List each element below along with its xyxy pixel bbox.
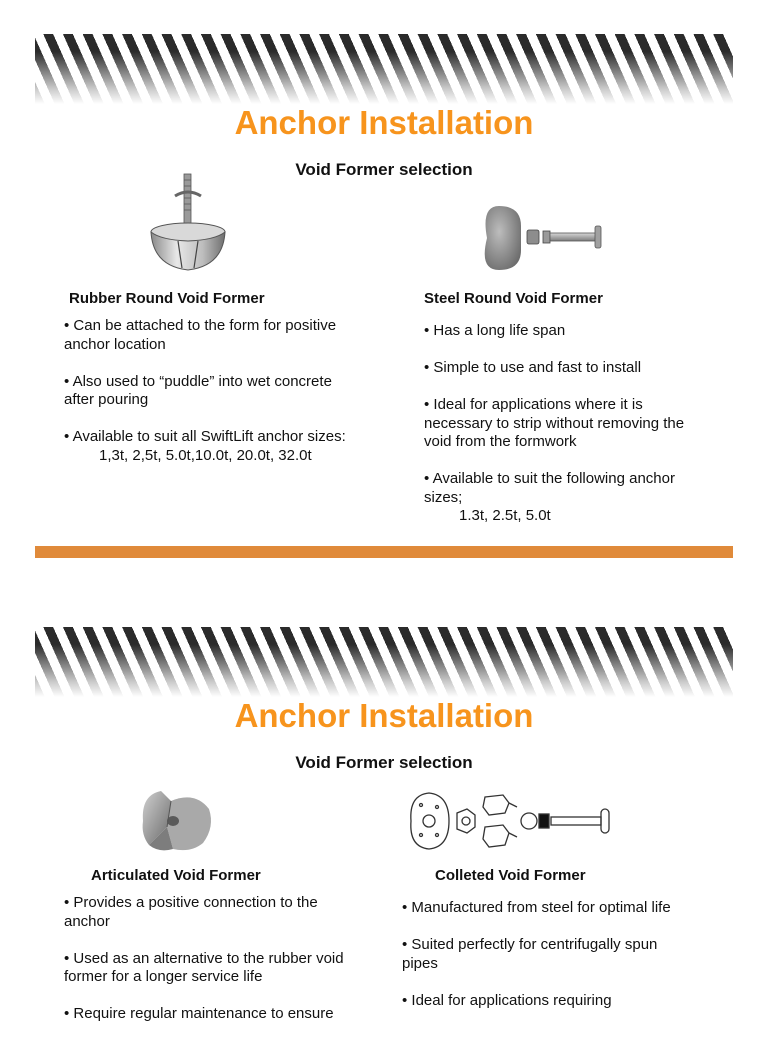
- slide-title: Anchor Installation: [234, 104, 534, 141]
- articulated-former-heading: Articulated Void Former: [91, 867, 261, 884]
- slide-subtitle: Void Former selection: [295, 753, 473, 772]
- colleted-former-bullets: [402, 899, 672, 1029]
- steel-former-bullets: [424, 322, 714, 544]
- steel-former-heading: Steel Round Void Former: [424, 290, 603, 307]
- anchor-sizes: 1.3t, 2.5t, 5.0t: [459, 507, 551, 524]
- colleted-former-heading: Colleted Void Former: [435, 867, 586, 884]
- header-stripes: [35, 627, 733, 697]
- anchor-sizes: 1,3t, 2,5t, 5.0t,10.0t, 20.0t, 32.0t: [99, 446, 312, 464]
- bullet-item: • Has a long life span: [424, 322, 566, 339]
- bullet-item: • Provides a positive connection to the anchor: [64, 894, 318, 930]
- slide-1: [35, 34, 733, 559]
- rubber-former-bullets: [64, 317, 364, 484]
- articulated-former-bullets: [64, 894, 354, 1042]
- bullet-text: • Available to suit all SwiftLift anchor sizes:: [64, 428, 346, 445]
- bullet-item: • Used as an alternative to the rubber void former for a longer service life: [64, 949, 344, 985]
- header-stripes: [35, 34, 733, 104]
- footer-bar: [35, 546, 733, 558]
- bullet-item: • Can be attached to the form for positive anchor location: [64, 317, 337, 353]
- colleted-void-former-image: [405, 789, 621, 853]
- bullet-item: • Simple to use and fast to install: [424, 359, 642, 376]
- articulated-void-former-image: [137, 787, 215, 857]
- bullet-item: • Ideal for applications where it is necessary to strip without removing the void from the formwork: [424, 396, 685, 450]
- bullet-item: [64, 428, 364, 465]
- bullet-item: • Manufactured from steel for optimal life: [402, 899, 671, 916]
- steel-void-former-image: [477, 204, 607, 274]
- rubber-former-heading: Rubber Round Void Former: [69, 290, 265, 307]
- bullet-item: [424, 470, 714, 526]
- bullet-item: • Also used to “puddle” into wet concrete after pouring: [64, 372, 332, 408]
- slide-2: [35, 627, 733, 1047]
- rubber-void-former-image: [145, 170, 231, 274]
- bullet-text: • Available to suit the following anchor sizes;: [424, 470, 675, 506]
- bullet-item: • Suited perfectly for centrifugally spun pipes: [402, 936, 658, 972]
- bullet-item: • Require regular maintenance to ensure: [64, 1005, 334, 1022]
- bullet-item: • Ideal for applications requiring: [402, 991, 612, 1009]
- slide-subtitle: Void Former selection: [295, 160, 473, 179]
- slide-title: Anchor Installation: [234, 697, 534, 734]
